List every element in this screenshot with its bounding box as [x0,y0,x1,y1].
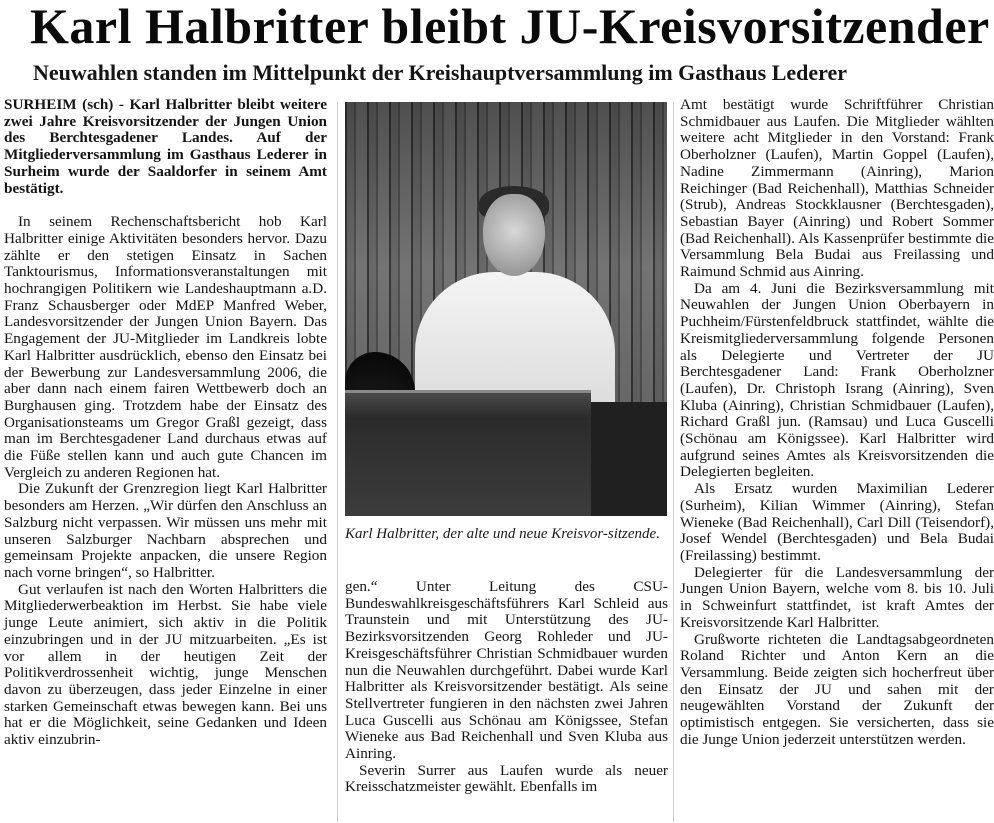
body-paragraph: Grußworte richteten die Landtagsabgeordneten Roland Richter und Anton Kern an die Versammlung. Beide zeigten sich hocherfreut über den Einsatz der JU und sahen mit der neugewählten Vorstand der Zukunft der optimistisch entgegen. Sie versicherten, dass sie die Junge Union jederzeit unterstützen werden. [680,630,994,748]
podium-shape [345,390,591,516]
article-photo [345,102,667,516]
body-paragraph: Da am 4. Juni die Bezirksversammlung mit Neuwahlen der Jungen Union Oberbayern in Puchheim/Fürstenfeldbruck stattfindet, wählte die Kreismitgliederversammlung folgende Personen als Delegierte und Vertreter der JU Berchtesgadener Land: Frank Oberholzner (Laufen), Dr. Christoph Israng (Ainring), Sven Kluba (Ainring), Christian Schmidbauer (Laufen), Richard Graßl jun. (Ramsau) und Luca Guscelli (Schönau am Königssee). Karl Halbritter wird aufgrund seines Amtes als Kreisvorsitzenden die Delegierten begleiten. [680,279,994,481]
body-paragraph: Severin Surrer aus Laufen wurde als neuer Kreisschatzmeister gewählt. Ebenfalls im [345,761,668,796]
body-paragraph: gen.“ Unter Leitung des CSU-Bundeswahlkreisgeschäftsführers Karl Schleid aus Traunstein und mit Unterstützung des JU-Bezirksvorsitzenden Georg Rohleder und JU-Kreisgeschäftsführer Christian Schmidbauer wurden nun die Neuwahlen durchgeführt. Dabei wurde Karl Halbritter als Kreisvorsitzender bestätigt. Als seine Stellvertreter fungieren in den nächsten zwei Jahren Luca Guscelli aus Schönau am Königssee, Stefan Wieneke aus Bad Reichenhall und Sven Kluba aus Ainring. [345,578,668,763]
body-paragraph: Gut verlaufen ist nach den Worten Halbritters die Mitgliederwerbeaktion im Herbst. Sie habe viele junge Leute animiert, sich aktiv in die Politik einzubringen und in der JU mitzuarbeiten. „Es ist vor allem in der heutigen Zeit der Politikverdrossenheit wichtig, junge Menschen davon zu überzeugen, dass jeder Einzelne in einer starken Gemeinschaft etwas bewegen kann. Bei uns hat er die Möglichkeit, seine Gedanken und Ideen aktiv einzubrin- [4,580,327,749]
article-headline: Karl Halbritter bleibt JU-Kreisvorsitzender [30,0,990,54]
photo-caption: Karl Halbritter, der alte und neue Kreisvor-sitzende. [345,526,660,542]
article-column-3 [680,97,994,748]
column-divider [673,102,674,822]
article-column-1 [4,97,327,749]
body-paragraph: In seinem Rechenschaftsbericht hob Karl Halbritter einige Aktivitäten besonders hervor. Dazu zählte er den stetigen Einsatz in Sachen Tanktourismus, Informationsveranstaltungen mit hochrangigen Politikern wie Landeshauptmann a.D. Franz Schausberger oder MdEP Manfred Weber, Landesvorsitzender der Jungen Union Bayern. Das Engagement der JU-Mitglieder im Landkreis lobte Karl Halbritter ausdrücklich, ebenso den Einsatz bei der Bewerbung zur Landesversammlung 2006, die aber dann nach einem fairen Wettbewerb doch an Burghausen ging. Trotzdem habe der Einsatz des Organisationsteams um Gregor Graßl gezeigt, dass man im Berchtesgadener Land durchaus etwas auf die Füße stellen kann und auch gute Chancen im Vergleich zu anderen Regionen hat. [4,213,327,481]
body-paragraph: Amt bestätigt wurde Schriftführer Christian Schmidbauer aus Laufen. Die Mitglieder wählten weitere acht Mitglieder in den Vorstand: Frank Oberholzner (Laufen), Martin Goppel (Laufen), Nadine Zimmermann (Ainring), Marion Reichinger (Bad Reichenhall), Matthias Schneider (Strub), Andreas Stockklausner (Berchtesgaden), Sebastian Bayer (Ainring) und Robert Sommer (Bad Reichenhall). Als Kassenprüfer bestimmte die Versammlung Bela Budai aus Freilassing und Raimund Schmid aus Ainring. [680,96,994,281]
lead-paragraph: SURHEIM (sch) - Karl Halbritter bleibt weitere zwei Jahre Kreisvorsitzender der Jungen Union des Berchtesgadener Landes. Auf der Mitgliederversammlung im Gasthaus Lederer in Surheim wurde der Saaldorfer in seinem Amt bestätigt. [4,96,327,197]
body-paragraph: Delegierter für die Landesversammlung der Jungen Union Bayern, welche vom 8. bis 10. Juli in Schweinfurt stattfindet, ist kraft Amtes der Kreisvorsitzende Karl Halbritter. [680,563,994,631]
article-subheadline: Neuwahlen standen im Mittelpunkt der Kreishauptversammlung im Gasthaus Lederer [33,60,848,85]
body-paragraph: Als Ersatz wurden Maximilian Lederer (Surheim), Kilian Wimmer (Ainring), Stefan Wieneke (Bad Reichenhall), Carl Dill (Teisendorf), Josef Wendel (Berchtesgaden) und Bela Budai (Freilassing) bestimmt. [680,480,994,564]
body-paragraph: Die Zukunft der Grenzregion liegt Karl Halbritter besonders am Herzen. „Wir dürfen den Anschluss an Salzburg nicht verpassen. Wir müssen uns mehr mit unseren Salzburger Nachbarn absprechen und gemeinsam Projekte anpacken, die unsere Region nach vorne bringen“, so Halbritter. [4,480,327,581]
column-divider [337,102,338,822]
article-column-2 [345,579,668,796]
